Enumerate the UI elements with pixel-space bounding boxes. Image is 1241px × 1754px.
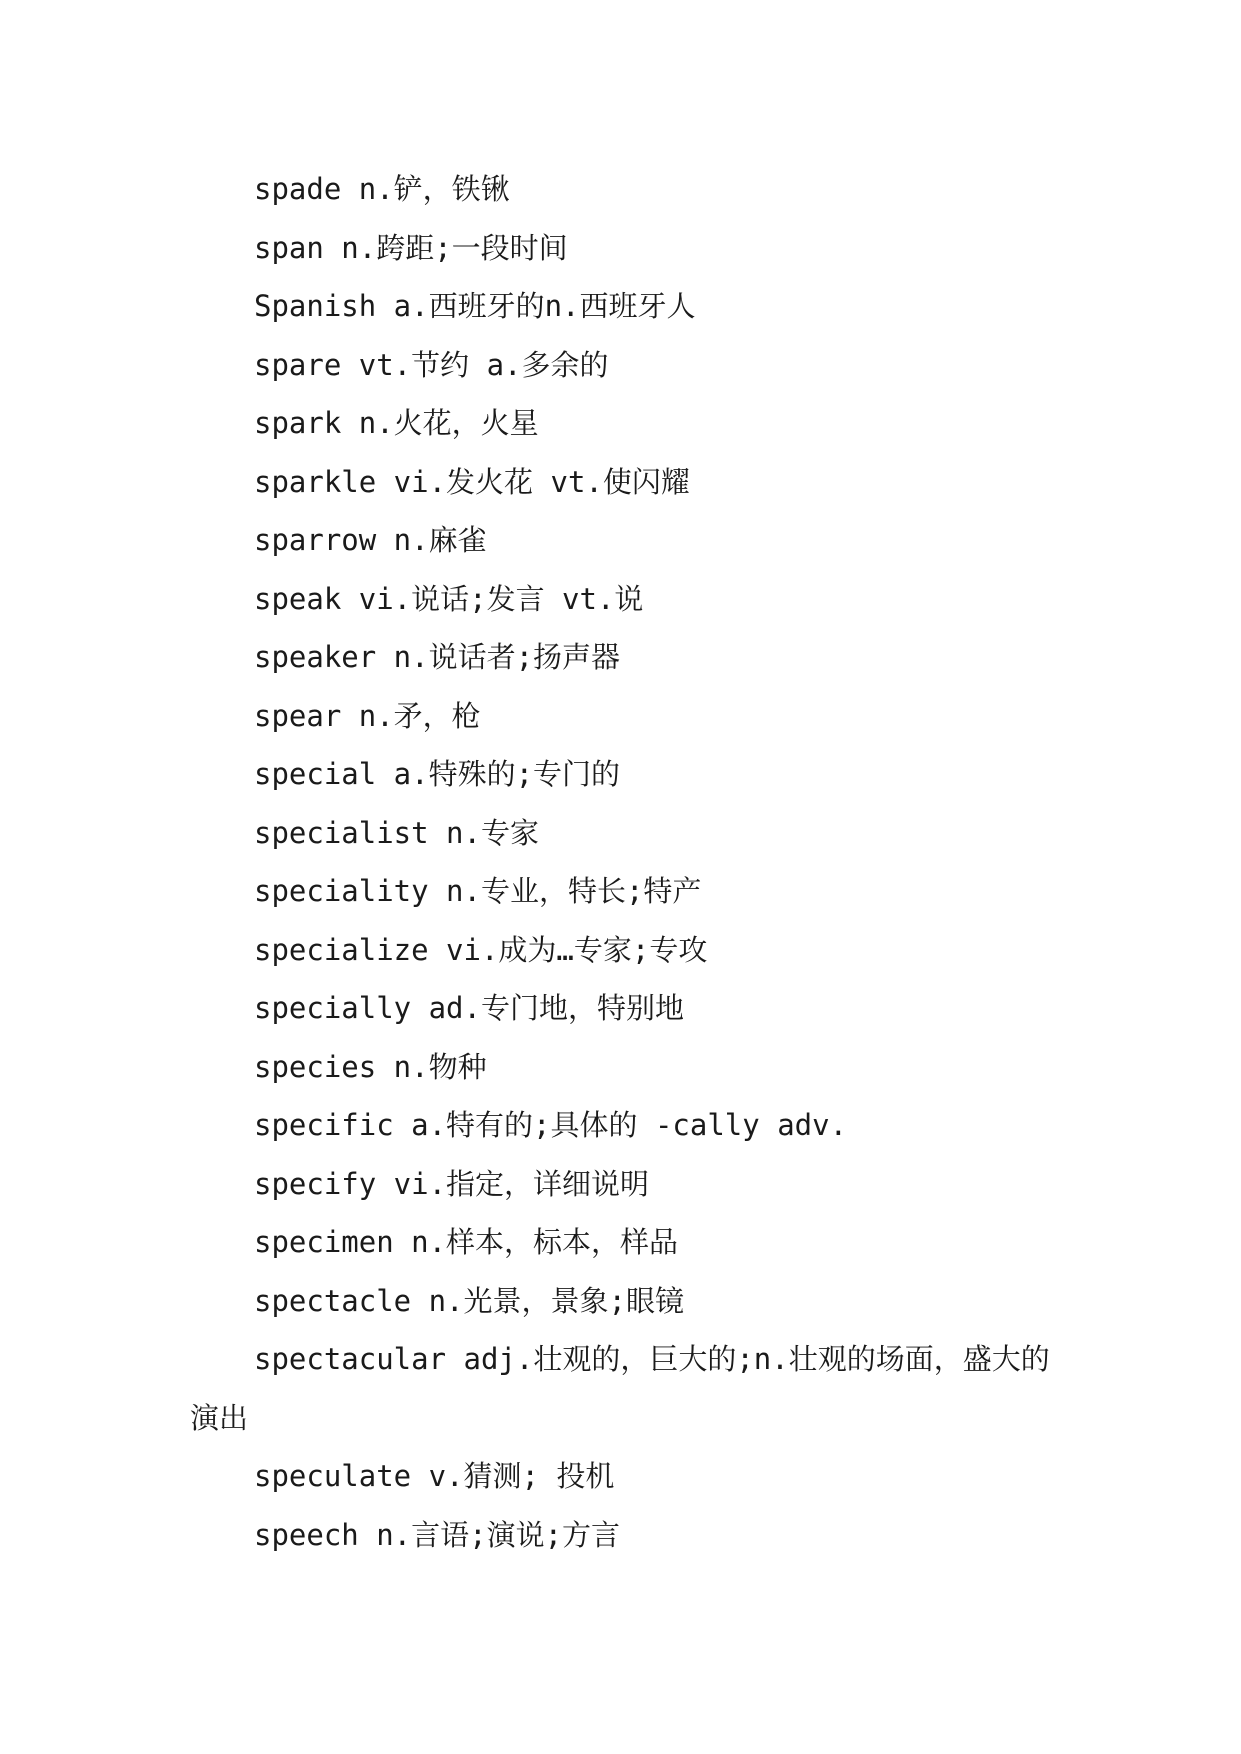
- vocabulary-entry: spear n.矛，枪: [254, 698, 481, 733]
- vocabulary-entry: speech n.言语;演说;方言: [254, 1517, 621, 1552]
- vocabulary-entry: sparrow n.麻雀: [254, 523, 487, 557]
- vocabulary-entry: specific a.特有的;具体的 -cally adv.: [254, 1108, 848, 1142]
- vocabulary-entry: specialize vi.成为…专家;专攻: [254, 932, 708, 967]
- vocabulary-entry: speaker n.说话者;扬声器: [254, 640, 621, 674]
- vocabulary-entry: spare vt.节约 a.多余的: [254, 347, 609, 382]
- vocabulary-entry: specially ad.专门地，特别地: [254, 991, 684, 1025]
- vocabulary-entry: Spanish a.西班牙的n.西班牙人: [254, 289, 696, 323]
- vocabulary-entry: sparkle vi.发火花 vt.使闪耀: [254, 464, 690, 499]
- vocabulary-entry: specify vi.指定，详细说明: [254, 1166, 650, 1201]
- vocabulary-entry: species n.物种: [254, 1049, 487, 1084]
- vocabulary-entry: span n.跨距;一段时间: [254, 230, 568, 265]
- vocabulary-list: [190, 160, 1070, 1564]
- vocabulary-entry: speculate v.猜测; 投机: [254, 1459, 615, 1493]
- vocabulary-entry: spectacle n.光景，景象;眼镜: [254, 1283, 684, 1318]
- vocabulary-entry: spectacular adj.壮观的，巨大的;n.壮观的场面，盛大的演出: [190, 1342, 1050, 1435]
- vocabulary-entry: spark n.火花，火星: [254, 406, 539, 440]
- vocabulary-entry: speak vi.说话;发言 vt.说: [254, 581, 644, 616]
- vocabulary-entry: spade n.铲，铁锹: [254, 172, 510, 206]
- vocabulary-entry: specialist n.专家: [254, 815, 539, 850]
- vocabulary-entry: specimen n.样本，标本，样品: [254, 1225, 679, 1259]
- vocabulary-entry: speciality n.专业，特长;特产: [254, 874, 702, 908]
- vocabulary-entry: special a.特殊的;专门的: [254, 757, 621, 791]
